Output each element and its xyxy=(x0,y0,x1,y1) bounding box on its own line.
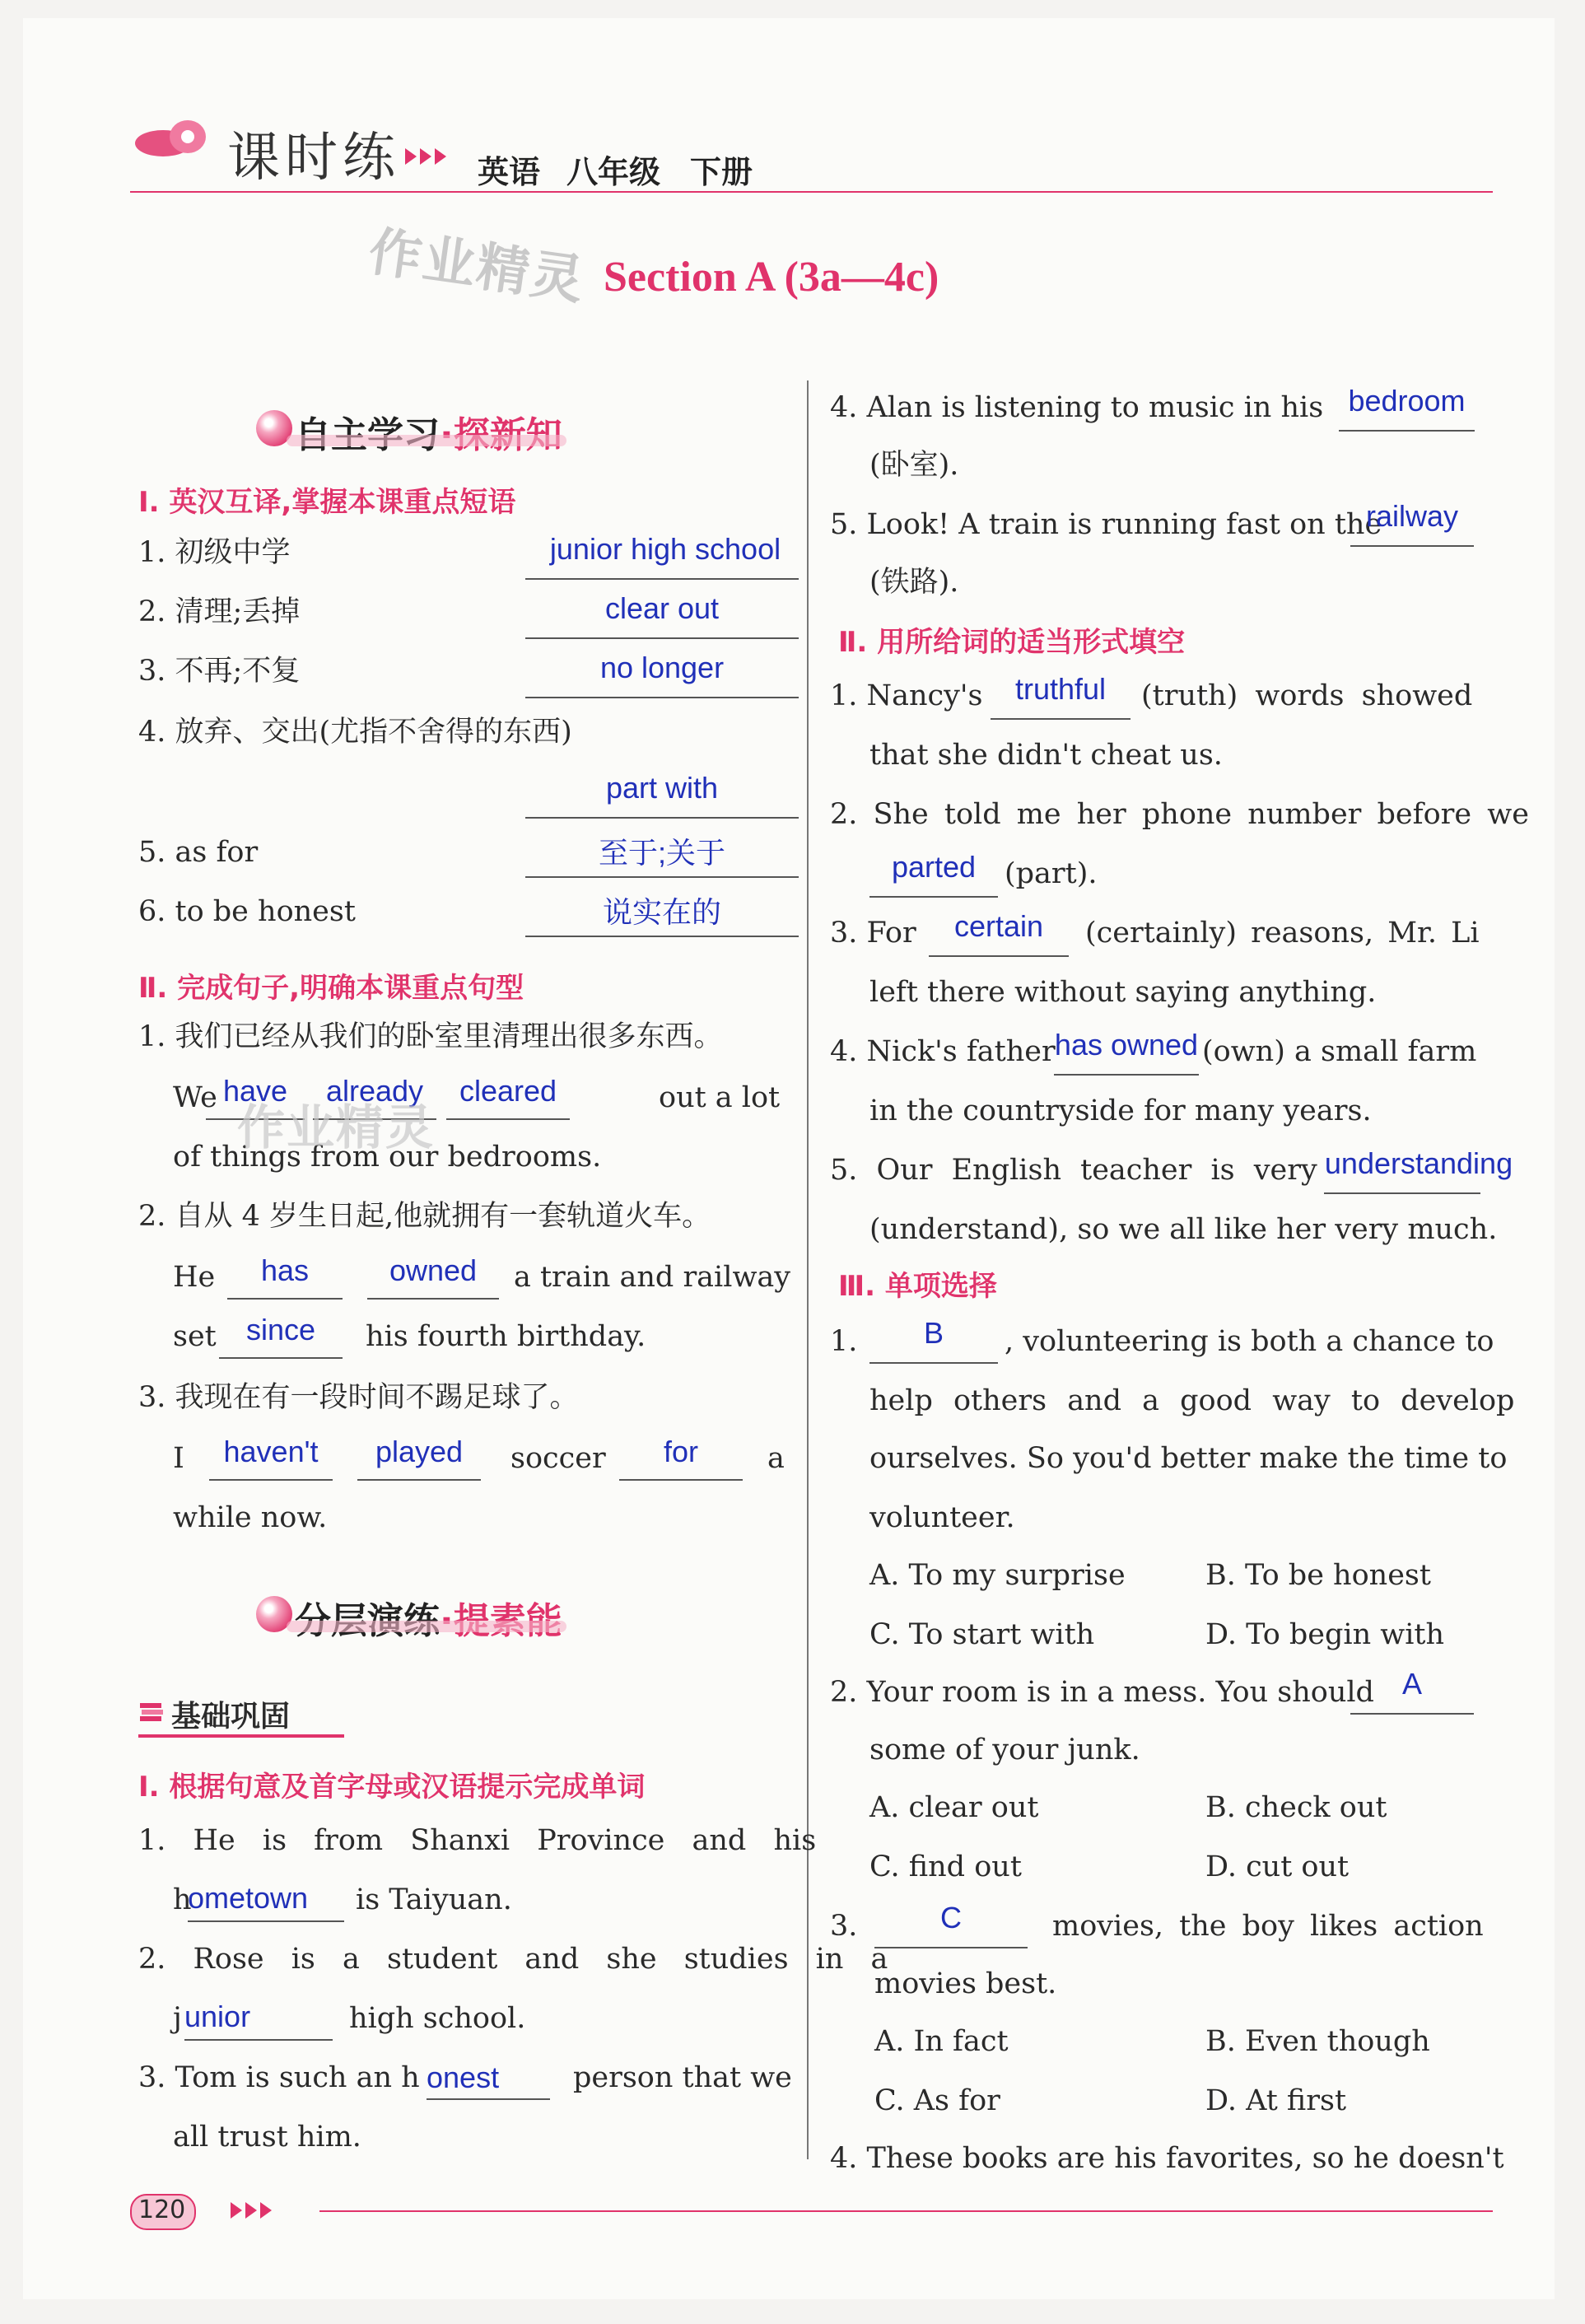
mc-1-line-4: volunteer. xyxy=(869,1501,1015,1534)
fill-2-answer: unior xyxy=(184,2000,251,2033)
mc-1-option-c: C. To start with xyxy=(869,1618,1095,1651)
blank-line xyxy=(1339,430,1475,432)
vocab-answer-6: 说实在的 xyxy=(602,895,721,929)
page-number: 120 xyxy=(138,2196,186,2224)
blank-line xyxy=(1324,1192,1480,1194)
vocab-item-6: 6. to be honest xyxy=(138,895,356,928)
blank-line xyxy=(525,578,799,580)
fill-1-line-1: 1. He is from Shanxi Province and his xyxy=(138,1824,817,1857)
vocab-item-5: 5. as for xyxy=(138,836,259,869)
basic-label-underline xyxy=(138,1734,344,1738)
right-fill-5-answer: railway xyxy=(1365,499,1459,533)
mc-4-line-1: 4. These books are his favorites, so he doesn't xyxy=(830,2142,1504,2175)
vocab-answer-4: part with xyxy=(605,771,719,805)
books-icon xyxy=(138,1698,166,1726)
mc-2-option-b: B. check out xyxy=(1205,1791,1387,1824)
mc-1-line-2: help others and a good way to develop xyxy=(869,1384,1515,1417)
sentence-1-cn: 1. 我们已经从我们的卧室里清理出很多东西。 xyxy=(138,1020,723,1053)
form-3-post: (certainly) reasons, Mr. Li xyxy=(1085,917,1480,950)
blank-line xyxy=(869,896,998,898)
fill-3-line-1: 3. Tom is such an h xyxy=(138,2061,420,2094)
sentence-1-answer-1: have xyxy=(222,1074,288,1108)
sentence-2-he: He xyxy=(173,1261,216,1294)
fill-3-answer: onest xyxy=(427,2060,500,2094)
blank-line xyxy=(219,1357,343,1359)
mc-1-answer: B xyxy=(923,1316,944,1350)
basic-label: 基础巩固 xyxy=(171,1700,291,1734)
form-4-line-2: in the countryside for many years. xyxy=(869,1094,1372,1127)
sentence-3-cn: 3. 我现在有一段时间不踢足球了。 xyxy=(138,1381,579,1414)
form-3-answer: certain xyxy=(953,909,1044,943)
right-heading-2: Ⅱ. 用所给词的适当形式填空 xyxy=(838,626,1186,659)
sentence-2-answer-1: has xyxy=(260,1253,310,1287)
column-divider xyxy=(807,380,809,2159)
banner-1-underlay xyxy=(287,435,566,446)
fill-2-post: high school. xyxy=(349,2002,526,2035)
form-2-line-1: 2. She told me her phone number before we xyxy=(830,798,1529,831)
vocab-answer-1: junior high school xyxy=(549,532,781,566)
sentence-3-i: I xyxy=(173,1442,184,1475)
form-1-pre: 1. Nancy's xyxy=(830,679,983,712)
header-subject: 英语 xyxy=(478,154,541,190)
vocab-answer-5: 至于;关于 xyxy=(598,836,725,870)
header-grade: 八年级 xyxy=(566,154,661,190)
right-fill-4-line-2: (卧室). xyxy=(869,449,959,482)
fill-2-prefix: j xyxy=(173,2002,182,2035)
mc-3-option-b: B. Even though xyxy=(1205,2025,1430,2058)
blank-line xyxy=(525,936,799,937)
right-fill-4-line-1: 4. Alan is listening to music in his xyxy=(830,391,1324,424)
header-rule xyxy=(130,191,1493,193)
mc-3-line-2: movies best. xyxy=(874,1967,1057,2000)
mc-1-option-a: A. To my surprise xyxy=(869,1559,1126,1592)
sentence-1-answer-3: cleared xyxy=(459,1074,557,1108)
header-volume: 下册 xyxy=(690,154,753,190)
mc-3-answer: C xyxy=(940,1901,962,1934)
form-4-pre: 4. Nick's father xyxy=(830,1035,1056,1068)
mc-2-option-a: A. clear out xyxy=(869,1791,1039,1824)
vocab-answer-3: no longer xyxy=(599,651,725,684)
blank-line xyxy=(209,1479,333,1481)
right-fill-4-answer: bedroom xyxy=(1348,384,1466,418)
form-3-line-2: left there without saying anything. xyxy=(869,976,1377,1009)
vocab-item-1: 1. 初级中学 xyxy=(138,536,291,569)
sentence-3-mid: soccer xyxy=(510,1442,606,1475)
sentence-3-answer-1: haven't xyxy=(223,1435,319,1468)
mc-3-option-a: A. In fact xyxy=(874,2025,1009,2058)
part-a-heading-1: Ⅰ. 英汉互译,掌握本课重点短语 xyxy=(138,486,516,519)
sentence-3-answer-2: played xyxy=(375,1435,464,1468)
mc-2-option-d: D. cut out xyxy=(1205,1850,1350,1883)
watermark: 作业精灵 xyxy=(237,1099,436,1155)
right-fill-5-line-1: 5. Look! A train is running fast on the xyxy=(830,508,1382,541)
sentence-1-line-2: of things from our bedrooms. xyxy=(173,1141,602,1174)
blank-line xyxy=(525,697,799,698)
form-4-post: (own) a small farm xyxy=(1202,1035,1477,1068)
page xyxy=(23,18,1555,2299)
banner-2-underlay xyxy=(287,1621,566,1632)
part-b-heading-1: Ⅰ. 根据句意及首字母或汉语提示完成单词 xyxy=(138,1771,646,1804)
footer-arrows-icon xyxy=(231,2202,275,2222)
blank-line xyxy=(446,1118,570,1120)
blank-line xyxy=(188,1920,344,1922)
sentence-1-we: We xyxy=(173,1081,217,1114)
blank-line xyxy=(367,1298,499,1300)
mc-1-post: , volunteering is both a chance to xyxy=(1005,1325,1494,1358)
blank-line xyxy=(869,1362,998,1364)
blank-line xyxy=(184,2039,333,2041)
mc-1-option-d: D. To begin with xyxy=(1205,1618,1445,1651)
footer-rule xyxy=(319,2210,1493,2212)
mc-2-answer: A xyxy=(1401,1667,1422,1701)
fill-1-answer: ometown xyxy=(188,1881,309,1915)
mc-3-option-c: C. As for xyxy=(874,2084,1000,2117)
sentence-2-cn: 2. 自从 4 岁生日起,他就拥有一套轨道火车。 xyxy=(138,1200,711,1233)
fill-1-post: is Taiyuan. xyxy=(356,1883,512,1916)
blank-line xyxy=(427,2098,550,2100)
banner-1 xyxy=(295,405,562,458)
vocab-item-3: 3. 不再;不复 xyxy=(138,655,301,688)
right-fill-5-line-2: (铁路). xyxy=(869,566,959,599)
mc-1-option-b: B. To be honest xyxy=(1205,1559,1431,1592)
sentence-1-answer-2: already xyxy=(325,1074,424,1108)
right-heading-3: Ⅲ. 单项选择 xyxy=(838,1270,997,1303)
sentence-2-answer-2: owned xyxy=(389,1253,478,1287)
blank-line xyxy=(991,718,1130,720)
vocab-answer-2: clear out xyxy=(604,591,720,625)
mc-2-line-1: 2. Your room is in a mess. You should xyxy=(830,1676,1374,1709)
fill-3-post: person that we xyxy=(573,2061,792,2094)
mc-3-option-d: D. At first xyxy=(1205,2084,1347,2117)
form-5-line-2: (understand), so we all like her very much. xyxy=(869,1213,1498,1246)
blank-line xyxy=(525,637,799,639)
form-2-post: (part). xyxy=(1005,857,1098,890)
vocab-item-2: 2. 清理;丢掉 xyxy=(138,595,301,628)
form-1-line-2: that she didn't cheat us. xyxy=(869,739,1223,772)
sentence-3-tail: a xyxy=(767,1442,785,1475)
sentence-3-answer-3: for xyxy=(663,1435,698,1468)
form-1-answer: truthful xyxy=(1014,672,1107,706)
blank-line xyxy=(1350,545,1474,547)
mc-3-num: 3. xyxy=(830,1910,858,1943)
blank-line xyxy=(525,817,799,819)
sentence-2-answer-3: since xyxy=(245,1313,316,1346)
mc-1-num: 1. xyxy=(830,1325,858,1358)
form-2-answer: parted xyxy=(891,850,977,884)
vocab-item-4: 4. 放弃、交出(尤指不舍得的东西) xyxy=(138,716,572,749)
blank-line xyxy=(1350,1713,1474,1715)
banner-2 xyxy=(295,1591,562,1644)
mc-1-line-3: ourselves. So you'd better make the time to xyxy=(869,1442,1508,1475)
blank-line xyxy=(929,955,1069,957)
sentence-2-tail: a train and railway xyxy=(514,1261,791,1294)
watermark: 作业精灵 xyxy=(365,221,590,312)
blank-line xyxy=(619,1479,743,1481)
brand-logo-icon xyxy=(130,115,221,165)
mc-2-line-2: some of your junk. xyxy=(869,1734,1140,1766)
fill-3-line-2: all trust him. xyxy=(173,2121,361,2154)
sentence-3-line-2: while now. xyxy=(173,1501,328,1534)
mc-2-option-c: C. find out xyxy=(869,1850,1022,1883)
part-a-heading-2: Ⅱ. 完成句子,明确本课重点句型 xyxy=(138,972,524,1005)
mc-3-post: movies, the boy likes action xyxy=(1052,1910,1484,1943)
sentence-2-set: set xyxy=(173,1320,217,1353)
form-1-post: (truth) words showed xyxy=(1141,679,1473,712)
blank-line xyxy=(227,1298,343,1300)
section-title: Section A (3a—4c) xyxy=(604,254,939,301)
blank-line xyxy=(1054,1074,1199,1076)
blank-line xyxy=(357,1479,481,1481)
sentence-2-tail-2: his fourth birthday. xyxy=(366,1320,646,1353)
form-5-pre: 5. Our English teacher is very xyxy=(830,1154,1317,1187)
blank-line xyxy=(874,1947,1028,1948)
fill-2-line-1: 2. Rose is a student and she studies in a xyxy=(138,1943,888,1976)
brand-title: 课时练 xyxy=(227,128,400,189)
blank-line xyxy=(525,876,799,878)
form-5-answer: understanding xyxy=(1324,1146,1513,1180)
header-arrows-icon xyxy=(405,148,450,168)
sentence-1-tail: out a lot xyxy=(659,1081,781,1114)
fill-1-prefix: h xyxy=(173,1883,192,1916)
form-3-pre: 3. For xyxy=(830,917,916,950)
form-4-answer: has owned xyxy=(1054,1028,1199,1062)
